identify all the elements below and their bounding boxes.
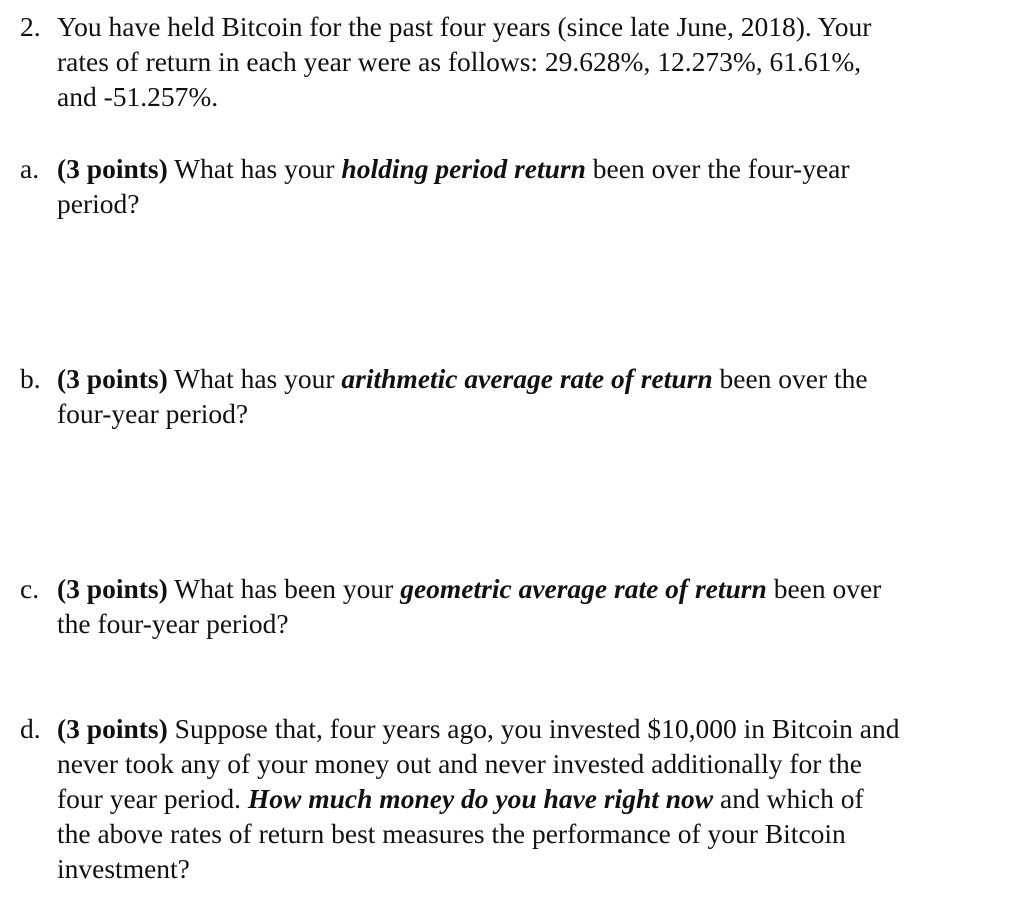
part-b (20, 361, 1010, 431)
part-d-label: d. (20, 713, 41, 744)
part-a-points: (3 points) (57, 153, 168, 184)
part-a-pre: What has your (167, 153, 342, 184)
part-a-line-2: period? (57, 188, 140, 219)
part-c-pre: What has been your (167, 573, 401, 604)
part-a-label: a. (20, 153, 40, 184)
part-a-post: been over the four-year (585, 153, 850, 184)
part-d-line-3 (57, 781, 1010, 816)
part-c-line-1 (57, 571, 1010, 606)
part-c-line-2: the four-year period? (57, 608, 289, 639)
part-d-line-2: never took any of your money out and never invested additionally for the (57, 748, 862, 779)
part-c-post: been over (766, 573, 882, 604)
part-c-points: (3 points) (57, 573, 168, 604)
part-d-post: and which of (713, 783, 864, 814)
part-b-emphasis: arithmetic average rate of return (341, 363, 713, 394)
part-a-line-1 (57, 151, 1010, 186)
question-stem (57, 9, 1010, 114)
question-number: 2. (20, 11, 41, 42)
part-d-rest: Suppose that, four years ago, you invested $10,000 in Bitcoin and (167, 713, 900, 744)
part-c (20, 571, 1010, 641)
part-b-post: been over the (712, 363, 868, 394)
part-a-text (57, 151, 1010, 221)
part-d-points: (3 points) (57, 713, 168, 744)
part-c-text (57, 571, 1010, 641)
part-d-text (57, 711, 1010, 886)
question-2 (20, 9, 1010, 114)
part-b-line-1 (57, 361, 1010, 396)
part-c-label: c. (20, 573, 40, 604)
part-b-line-2: four-year period? (57, 398, 249, 429)
part-b-text (57, 361, 1010, 431)
part-a-emphasis: holding period return (341, 153, 586, 184)
part-d-pre: four year period. (57, 783, 248, 814)
part-a (20, 151, 1010, 221)
part-b-points: (3 points) (57, 363, 168, 394)
question-line-2: rates of return in each year were as follows: 29.628%, 12.273%, 61.61%, (57, 46, 862, 77)
part-d-emphasis: How much money do you have right now (247, 783, 714, 814)
part-d-line-5: investment? (57, 853, 190, 884)
question-line-3: and -51.257%. (57, 81, 219, 112)
part-d (20, 711, 1010, 886)
part-d-line-1 (57, 711, 1010, 746)
question-line-1: You have held Bitcoin for the past four years (since late June, 2018). Your (57, 11, 872, 42)
part-c-emphasis: geometric average rate of return (400, 573, 767, 604)
part-b-label: b. (20, 363, 41, 394)
part-d-line-4: the above rates of return best measures the performance of your Bitcoin (57, 818, 846, 849)
part-b-pre: What has your (167, 363, 342, 394)
